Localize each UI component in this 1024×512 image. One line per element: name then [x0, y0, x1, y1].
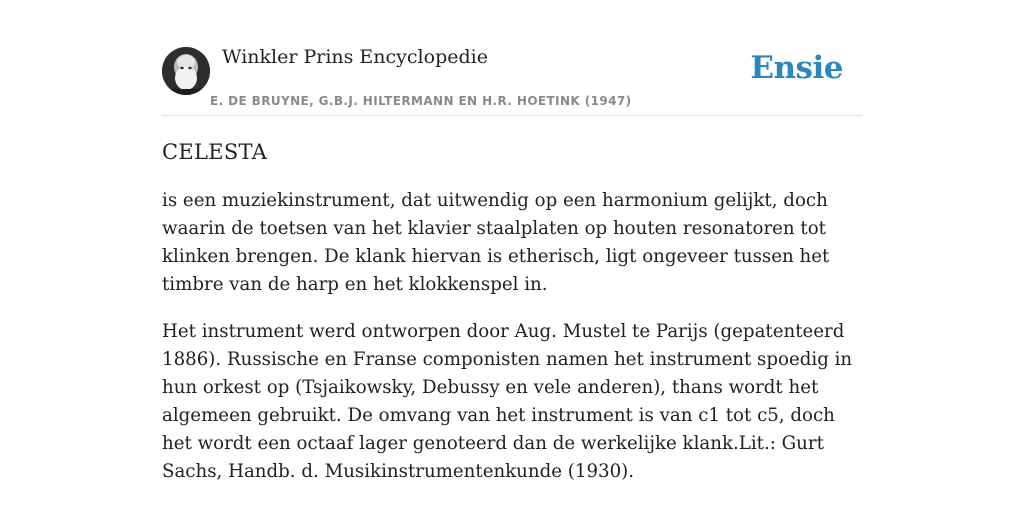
source-authors: E. DE BRUYNE, G.B.J. HILTERMANN EN H.R. HOETINK (1947): [210, 94, 632, 108]
article-paragraph: is een muziekinstrument, dat uitwendig op een harmonium gelijkt, doch waarin de toetsen van het klavier staalplaten op houten resonatoren tot klinken brengen. De klank hiervan is etherisch, ligt ongeveer tussen het timbre van de harp en het klokkenspel in.: [162, 190, 830, 295]
article: [162, 140, 862, 486]
brand-logo-link[interactable]: Ensie: [750, 50, 843, 86]
author-portrait-icon[interactable]: [162, 47, 210, 95]
article-paragraph: Het instrument werd ontworpen door Aug. Mustel te Parijs (gepatenteerd 1886). Russische en Franse componisten namen het instrument spoedig in hun orkest op (Tsjaikowsky, Debussy en vele anderen), thans wordt het algemeen gebruikt. De omvang van het instrument is van c1 tot c5, doch het wordt een octaaf lager genoteerd dan de werkelijke klank.Lit.: Gurt Sachs, Handb. d. Musikinstrumentenkunde (1930).: [162, 321, 853, 482]
source-title[interactable]: Winkler Prins Encyclopedie: [222, 46, 488, 68]
article-headword: CELESTA: [162, 140, 268, 164]
source-header: [162, 45, 862, 116]
